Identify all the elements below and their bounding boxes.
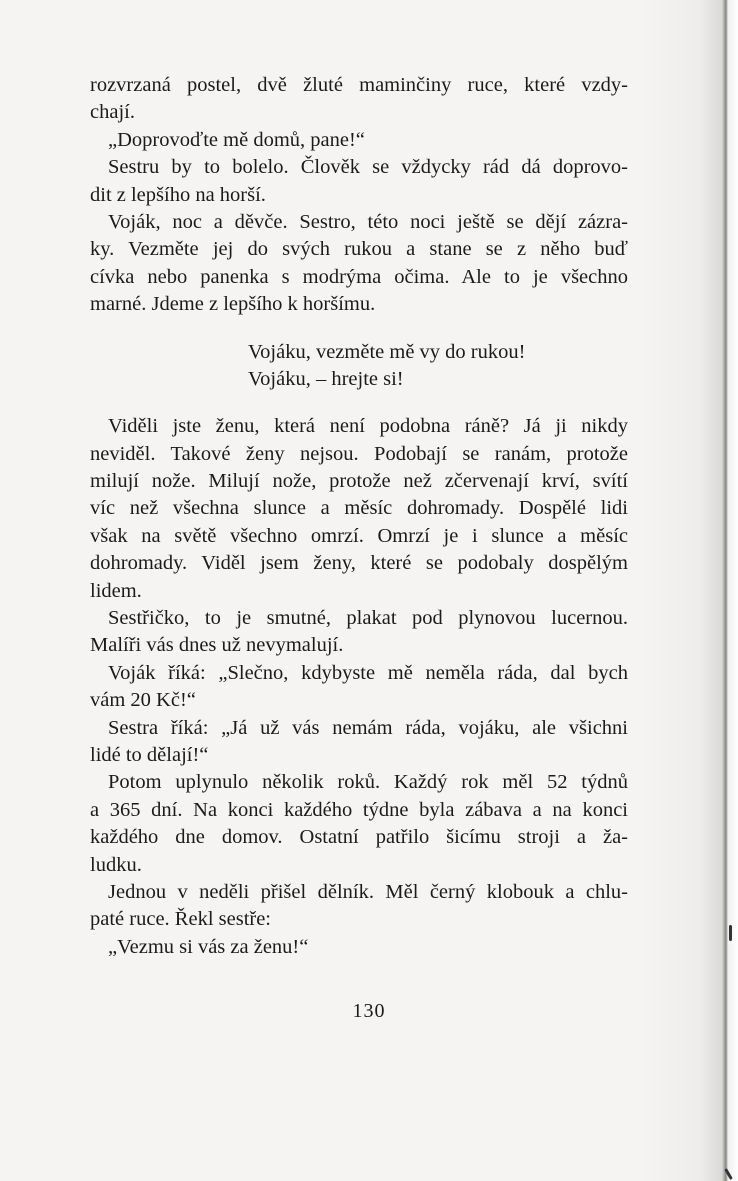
verse-line: Vojáku, – hrejte si! xyxy=(248,367,404,390)
page-body-text xyxy=(90,72,628,961)
text-line: milují nože. Milují nože, protože než zčervenají krví, svítí xyxy=(90,470,628,493)
text-line: ky. Vezměte jej do svých rukou a stane se z něho buď xyxy=(90,238,628,261)
text-line: „Doprovoďte mě domů, pane!“ xyxy=(108,128,365,151)
verse-line: Vojáku, vezměte mě vy do rukou! xyxy=(248,340,526,363)
text-line: Sestru by to bolelo. Člověk se vždycky rád dá doprovo- xyxy=(108,156,628,179)
page-edge-mark xyxy=(724,1168,733,1180)
text-line: Sestřičko, to je smutné, plakat pod plynovou lucernou. xyxy=(108,607,628,630)
text-line: Voják říká: „Slečno, kdybyste mě neměla ráda, dal bych xyxy=(108,661,628,684)
text-line: dit z lepšího na horší. xyxy=(90,183,266,206)
text-line: „Vezmu si vás za ženu!“ xyxy=(108,935,309,958)
text-line: Jednou v neděli přišel dělník. Měl černý klobouk a chlu- xyxy=(108,880,628,903)
text-line: Viděli jste ženu, která není podobna ráně? Já ji nikdy xyxy=(108,415,628,438)
text-line: a 365 dní. Na konci každého týdne byla zábava a na konci xyxy=(90,798,628,821)
paragraph-gap xyxy=(90,319,628,339)
text-line: rozvrzaná postel, dvě žluté maminčiny ruce, které vzdy- xyxy=(90,74,628,96)
text-line: dohromady. Viděl jsem ženy, které se podobaly dospělým xyxy=(90,552,628,575)
text-line: každého dne domov. Ostatní patřilo šicímu stroji a ža- xyxy=(90,826,628,849)
text-line: Sestra říká: „Já už vás nemám ráda, vojáku, ale všichni xyxy=(108,716,628,739)
text-line: vám 20 Kč!“ xyxy=(90,689,196,712)
text-line: Potom uplynulo několik roků. Každý rok měl 52 týdnů xyxy=(108,771,628,794)
text-line: ludku. xyxy=(90,853,142,876)
text-line: lidem. xyxy=(90,579,142,602)
text-line: paté ruce. Řekl sestře: xyxy=(90,908,272,931)
text-line: cívka nebo panenka s modrýma očima. Ale to je všechno xyxy=(90,265,628,288)
text-line: marné. Jdeme z lepšího k horšímu. xyxy=(90,293,376,316)
paragraph-gap xyxy=(90,393,628,413)
page-edge-mark xyxy=(729,925,732,941)
text-line: chají. xyxy=(90,101,135,124)
text-line: Voják, noc a děvče. Sestro, této noci ještě se dějí zázra- xyxy=(108,210,628,233)
text-line: lidé to dělají!“ xyxy=(90,743,209,766)
text-line: víc než všechna slunce a měsíc dohromady. Dospělé lidi xyxy=(90,497,628,520)
text-line: Malíři vás dnes už nevymalují. xyxy=(90,634,344,657)
text-line: neviděl. Takové ženy nejsou. Podobají se ranám, protože xyxy=(90,442,628,465)
text-line: však na světě všechno omrzí. Omrzí je i slunce a měsíc xyxy=(90,524,628,547)
page-number: 130 xyxy=(352,1000,386,1022)
